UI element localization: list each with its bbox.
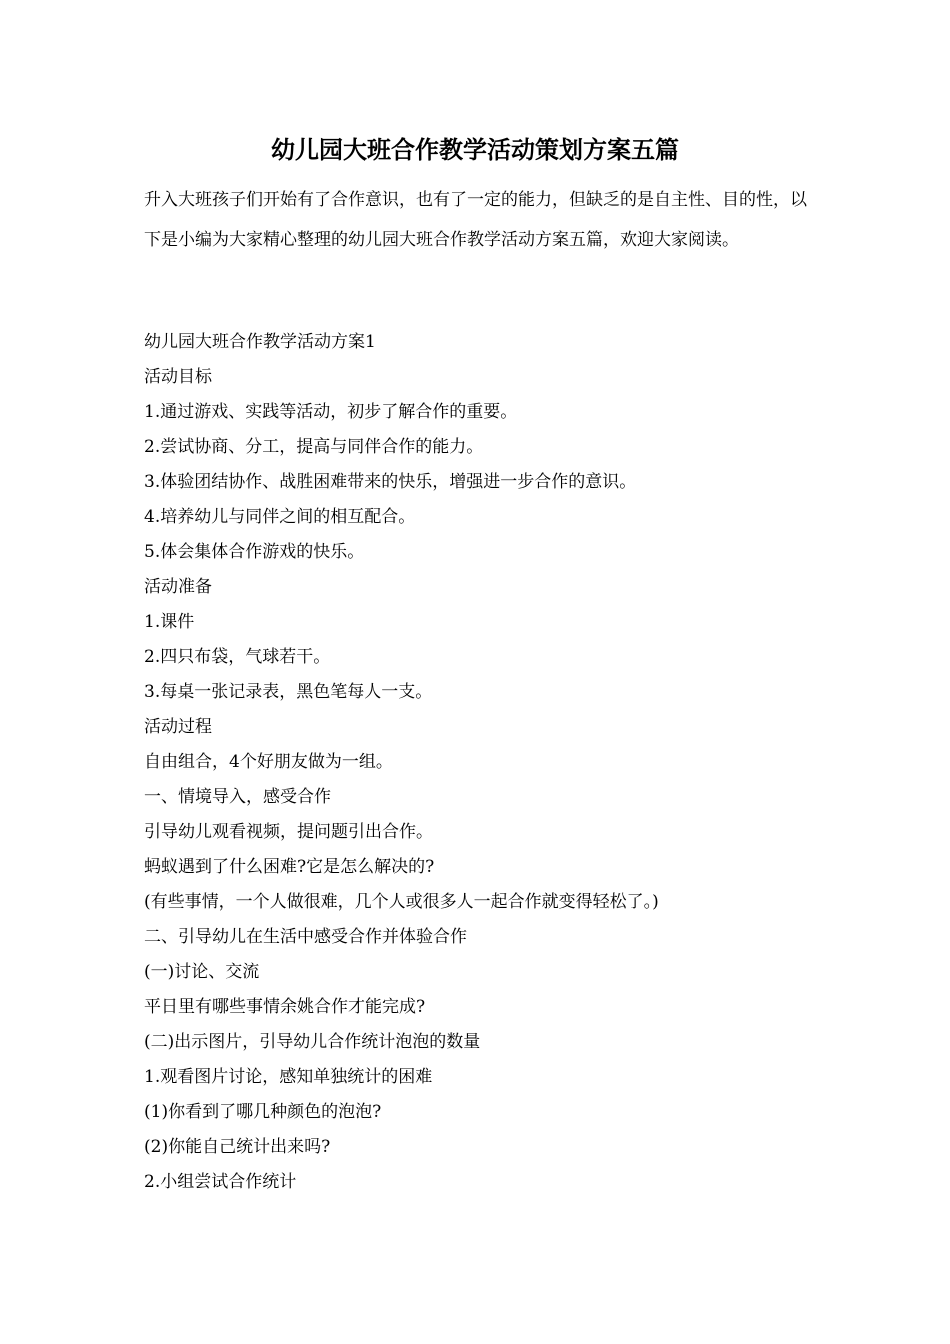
text-line: 蚂蚁遇到了什么困难?它是怎么解决的? bbox=[144, 857, 435, 877]
text-line: 3.体验团结协作、战胜困难带来的快乐，增强进一步合作的意识。 bbox=[144, 472, 637, 492]
body-lines bbox=[144, 325, 808, 1200]
section-heading: 幼儿园大班合作教学活动方案1 bbox=[144, 332, 376, 352]
text-line: 5.体会集体合作游戏的快乐。 bbox=[144, 542, 365, 562]
subheading: 活动目标 bbox=[144, 367, 212, 387]
subheading: 活动准备 bbox=[144, 577, 212, 597]
text-line: 2.四只布袋，气球若干。 bbox=[144, 647, 331, 667]
text-line: 4.培养幼儿与同伴之间的相互配合。 bbox=[144, 507, 416, 527]
intro-paragraph: 升入大班孩子们开始有了合作意识，也有了一定的能力，但缺乏的是自主性、目的性，以下是小编为大家精心整理的幼儿园大班合作教学活动方案五篇，欢迎大家阅读。 bbox=[144, 190, 807, 250]
text-line: 2.尝试协商、分工，提高与同伴合作的能力。 bbox=[144, 437, 484, 457]
text-line: 1.课件 bbox=[144, 612, 195, 632]
text-line: (有些事情，一个人做很难，几个人或很多人一起合作就变得轻松了。) bbox=[144, 892, 659, 912]
text-line: 一、情境导入，感受合作 bbox=[144, 787, 331, 807]
text-line: (一)讨论、交流 bbox=[144, 962, 260, 982]
text-line: 1.观看图片讨论，感知单独统计的困难 bbox=[144, 1067, 433, 1087]
text-line: (二)出示图片，引导幼儿合作统计泡泡的数量 bbox=[144, 1032, 481, 1052]
text-line: (2)你能自己统计出来吗? bbox=[144, 1137, 331, 1157]
text-line: 引导幼儿观看视频，提问题引出合作。 bbox=[144, 822, 433, 842]
text-line: (1)你看到了哪几种颜色的泡泡? bbox=[144, 1102, 382, 1122]
text-line: 二、引导幼儿在生活中感受合作并体验合作 bbox=[144, 927, 467, 947]
subheading: 活动过程 bbox=[144, 717, 212, 737]
document-title: 幼儿园大班合作教学活动策划方案五篇 bbox=[271, 135, 679, 164]
text-line: 自由组合，4个好朋友做为一组。 bbox=[144, 752, 393, 772]
text-line: 3.每桌一张记录表，黑色笔每人一支。 bbox=[144, 682, 433, 702]
text-line: 2.小组尝试合作统计 bbox=[144, 1172, 297, 1192]
text-line: 1.通过游戏、实践等活动，初步了解合作的重要。 bbox=[144, 402, 518, 422]
text-line: 平日里有哪些事情余姚合作才能完成? bbox=[144, 997, 426, 1017]
